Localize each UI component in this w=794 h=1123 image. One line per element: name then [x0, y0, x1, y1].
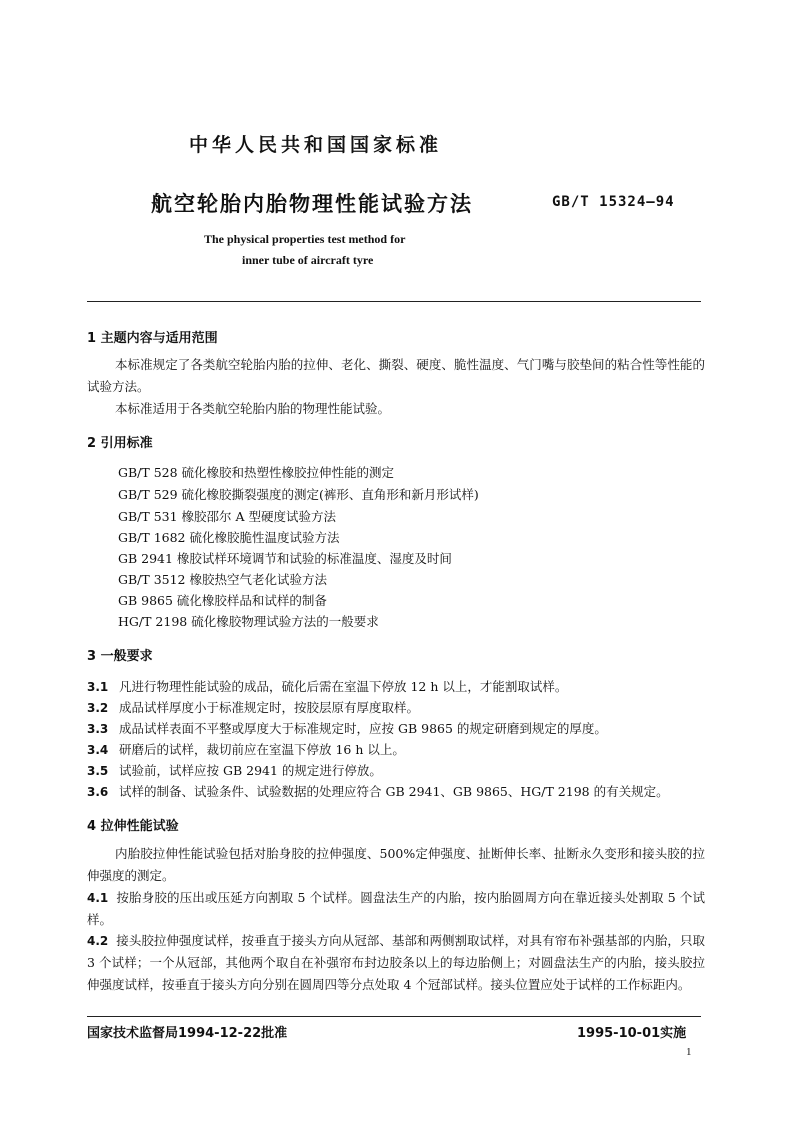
section-1-paragraph-2: 本标准适用于各类航空轮胎内胎的物理性能试验。	[115, 401, 391, 416]
clause-number: 4.2	[87, 934, 109, 948]
clause-number: 3.4	[87, 743, 109, 757]
reference-item: GB/T 3512 橡胶热空气老化试验方法	[118, 572, 327, 587]
reference-item: GB/T 531 橡胶邵尔 A 型硬度试验方法	[118, 509, 336, 524]
approval-date: 国家技术监督局1994-12-22批准	[87, 1026, 288, 1041]
header-divider	[87, 301, 701, 302]
section-4-heading: 4 拉伸性能试验	[87, 819, 179, 834]
clause-text: 试样的制备、试验条件、试验数据的处理应符合 GB 2941、GB 9865、HG/T 2198 的有关规定。	[119, 784, 669, 799]
clause-text: 按胎身胶的压出或压延方向割取 5 个试样。圆盘法生产的内胎，按内胎圆周方向在靠近接头处割取 5 个试样。	[87, 890, 705, 927]
reference-item: GB/T 528 硫化橡胶和热塑性橡胶拉伸性能的测定	[118, 465, 395, 480]
clause-4-2	[87, 930, 705, 996]
document-title-en-line1: The physical properties test method for	[204, 232, 406, 246]
clause-text: 接头胶拉伸强度试样，按垂直于接头方向从冠部、基部和两侧割取试样，对具有帘布补强基部的内胎，只取 3 个试样；一个从冠部，其他两个取自在补强帘布封边胶条以上的每边胎侧上；对圆盘法生产的内胎，接头胶拉伸强度试样，按垂直于接头方向分别在圆周四等分点处取 4 个冠部试样。接头位置应处于试样的工作标距内。	[87, 933, 705, 992]
footer-divider	[87, 1016, 701, 1017]
clause-3-3	[87, 719, 607, 737]
clause-number: 3.2	[87, 701, 109, 715]
clause-number: 4.1	[87, 891, 109, 905]
section-2-heading: 2 引用标准	[87, 436, 153, 451]
clause-text: 成品试样厚度小于标准规定时，按胶层原有厚度取样。	[119, 700, 420, 715]
clause-number: 3.3	[87, 722, 109, 736]
reference-item: GB/T 529 硫化橡胶撕裂强度的测定(裤形、直角形和新月形试样)	[118, 487, 479, 502]
reference-item: GB/T 1682 硫化橡胶脆性温度试验方法	[118, 530, 340, 545]
section-3-heading: 3 一般要求	[87, 649, 153, 664]
clause-3-1	[87, 677, 567, 695]
clause-number: 3.6	[87, 785, 109, 799]
reference-item: GB 2941 橡胶试样环境调节和试验的标准温度、湿度及时间	[118, 551, 452, 566]
clause-3-2	[87, 698, 419, 716]
section-1-paragraph-1: 本标准规定了各类航空轮胎内胎的拉伸、老化、撕裂、硬度、脆性温度、气门嘴与胶垫间的粘合性等性能的试验方法。	[87, 357, 705, 394]
clause-3-4	[87, 740, 405, 758]
section-1-heading: 1 主题内容与适用范围	[87, 331, 218, 346]
clause-3-6	[87, 782, 669, 800]
clause-text: 试验前，试样应按 GB 2941 的规定进行停放。	[119, 763, 382, 778]
page-number: 1	[686, 1046, 692, 1058]
reference-item: HG/T 2198 硫化橡胶物理试验方法的一般要求	[118, 614, 379, 629]
implementation-date: 1995-10-01实施	[577, 1026, 687, 1041]
section-4-intro: 内胎胶拉伸性能试验包括对胎身胶的拉伸强度、500%定伸强度、扯断伸长率、扯断永久变形和接头胶的拉伸强度的测定。	[87, 846, 705, 883]
national-standard-label: 中华人民共和国国家标准	[189, 134, 443, 156]
clause-text: 成品试样表面不平整或厚度大于标准规定时，应按 GB 9865 的规定研磨到规定的厚度。	[119, 721, 607, 736]
clause-number: 3.5	[87, 764, 109, 778]
clause-number: 3.1	[87, 680, 109, 694]
clause-text: 凡进行物理性能试验的成品，硫化后需在室温下停放 12 h 以上，才能割取试样。	[119, 679, 568, 694]
standard-code: GB/T 15324—94	[552, 194, 675, 210]
clause-4-1	[87, 887, 705, 931]
clause-3-5	[87, 761, 382, 779]
reference-item: GB 9865 硫化橡胶样品和试样的制备	[118, 593, 327, 608]
document-title-cn: 航空轮胎内胎物理性能试验方法	[151, 192, 473, 216]
document-title-en-line2: inner tube of aircraft tyre	[242, 253, 374, 267]
clause-text: 研磨后的试样，裁切前应在室温下停放 16 h 以上。	[119, 742, 405, 757]
